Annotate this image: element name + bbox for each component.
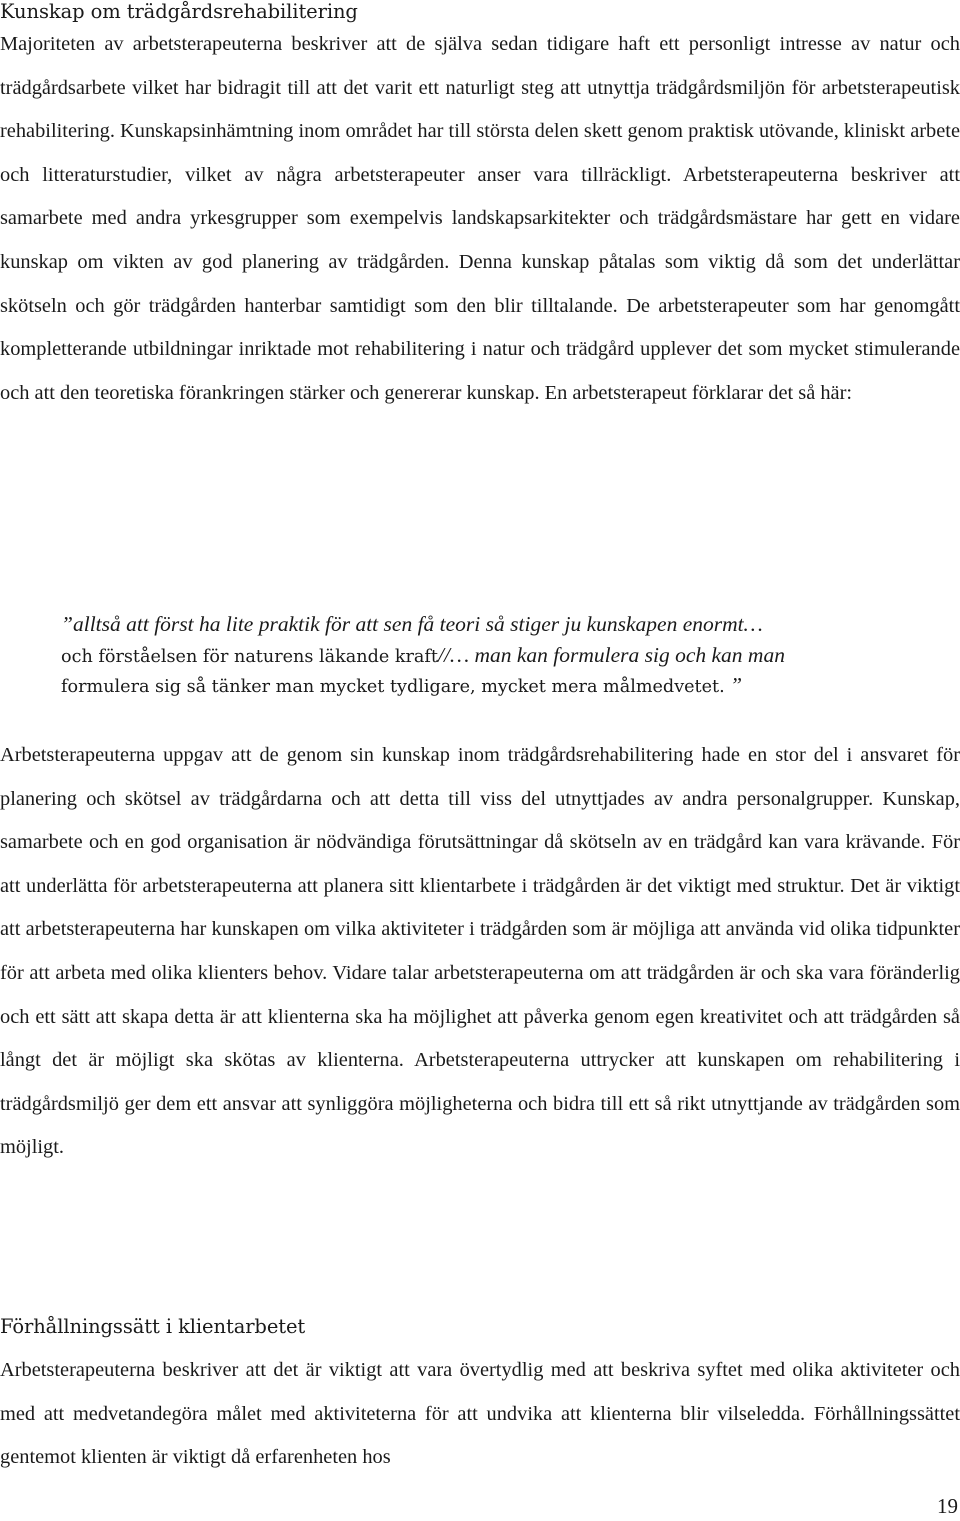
quote-text-2a: och förståelsen för naturens läkande kraft — [61, 646, 438, 667]
body-paragraph-3: Arbetsterapeuterna beskriver att det är viktigt att vara övertydlig med att beskriva syftet med olika aktiviteter och med att medvetandegöra målet med aktiviteterna för att undvika att klienterna blir vilseledda. Förhållningssättet gentemot klienten är viktigt då erfarenheten hos — [0, 1359, 960, 1469]
quote-text-3: formulera sig så tänker man mycket tydligare, mycket mera målmedvetet. — [61, 677, 725, 698]
quote-line-3 — [61, 671, 896, 702]
quote-open-mark: ” — [61, 612, 73, 636]
quote-text-1: alltså att först ha lite praktik för att sen få teori så stiger ju kunskapen enormt… — [72, 612, 763, 636]
section-heading-knowledge: Kunskap om trädgårdsrehabilitering — [0, 0, 358, 23]
quote-line-1 — [61, 610, 896, 641]
body-paragraph-1: Majoriteten av arbetsterapeuterna beskriver att de själva sedan tidigare haft ett personligt intresse av natur och trädgårdsarbete vilket har bidragit till att det varit ett naturligt steg att utnyttja trädgårdsmiljön för arbetsterapeutisk rehabilitering. Kunskapsinhämtning inom området har till största delen skett genom praktisk utövande, kliniskt arbete och litteraturstudier, vilket av några arbetsterapeuter anser vara tillräckligt. Arbetsterapeuterna beskriver att samarbete med andra yrkesgrupper som exempelvis landskapsarkitekter och trädgårdsmästare har gett en vidare kunskap om vikten av god planering av trädgården. Denna kunskap påtalas som viktig då som det underlättar skötseln och gör trädgården hanterbar samtidigt som den blir tilltalande. De arbetsterapeuter som har genomgått kompletterande utbildningar inriktade mot rehabilitering i natur och trädgård upplever det som mycket stimulerande och att den teoretiska förankringen stärker och genererar kunskap. En arbetsterapeut förklarar det så här: — [0, 33, 960, 404]
interview-quote — [61, 610, 896, 702]
body-paragraph-2: Arbetsterapeuterna uppgav att de genom sin kunskap inom trädgårdsrehabilitering hade en stor del i ansvaret för planering och skötsel av trädgårdarna och att detta till viss del utnyttjades av andra personalgrupper. Kunskap, samarbete och en god organisation är nödvändiga förutsättningar då skötseln av en trädgård kan vara krävande. För att underlätta för arbetsterapeuterna att planera sitt klientarbete i trädgården är det viktigt med struktur. Det är viktigt att arbetsterapeuterna har kunskapen om vilka aktiviteter i trädgården som är möjliga att använda vid olika tidpunkter för att arbeta med olika klienters behov. Vidare talar arbetsterapeuterna om att trädgården är och ska vara föränderlig och ett sätt att skapa detta är att klienterna ska ha möjlighet att påverka genom egen kreativitet och att trädgården så långt det är möjligt ska skötas av klienterna. Arbetsterapeuterna uttrycker att kunskapen om rehabilitering i trädgårdsmiljö ger dem ett ansvar att synliggöra möjligheterna och bidra till ett så rikt utnyttjande av trädgården som möjligt. — [0, 744, 960, 1159]
quote-text-2b: //… man kan formulera sig och kan man — [438, 642, 785, 667]
section-heading-approach: Förhållningssätt i klientarbetet — [0, 1315, 306, 1338]
quote-close-mark: ” — [724, 673, 743, 698]
page-number: 19 — [937, 1494, 958, 1518]
quote-line-2 — [61, 641, 896, 672]
